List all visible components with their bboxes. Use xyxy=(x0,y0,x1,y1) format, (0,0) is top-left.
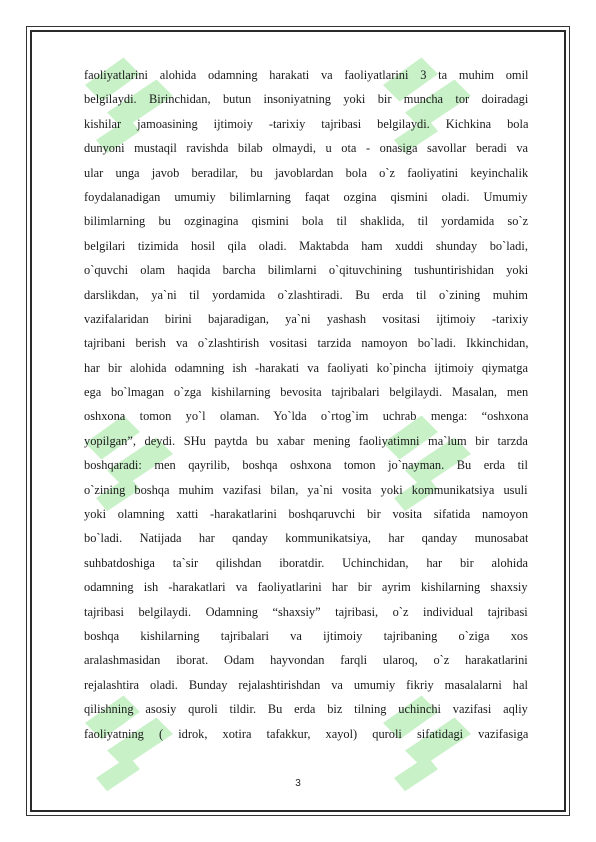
text-line: tajribani berish va o`zlashtirish vositasi tarzida namoyon bo`ladi. Ikkinchidan, xyxy=(84,336,528,351)
page-number: 3 xyxy=(295,778,301,789)
text-line: faoliyatning ( idrok, xotira tafakkur, xayol) quroli sifatidagi vazifasiga xyxy=(84,726,528,741)
text-line: yoki olamning xatti -harakatlarini boshqaruvchi bir vosita sifatida namoyon xyxy=(84,507,528,522)
body-text xyxy=(84,63,528,746)
text-line: oshxona tomon yo`l olaman. Yo`lda o`rtog`im uchrab menga: “oshxona xyxy=(84,409,528,424)
text-line: darslikdan, ya`ni til yordamida o`zlashtiradi. Bu erda til o`zining muhim xyxy=(84,287,528,302)
text-line: aralashmasidan iborat. Odam hayvondan farqli ularoq, o`z harakatlarini xyxy=(84,653,528,668)
text-line: faoliyatlarini alohida odamning harakati va faoliyatlarini 3 ta muhim omil xyxy=(84,68,528,82)
text-line: ular unga javob beradilar, bu javoblardan bola o`z faoliyatini keyinchalik xyxy=(84,165,528,180)
text-line: belgilaydi. Birinchidan, butun insoniyatning yoki bir muncha tor doiradagi xyxy=(84,92,528,107)
text-line: o`quvchi olam haqida barcha bilimlarni o`qituvchining tushuntirishidan yoki xyxy=(84,263,528,278)
text-line: yopilgan”, deydi. SHu paytda bu xabar mening faoliyatimni ma`lum bir tarzda xyxy=(84,433,528,448)
text-line: bo`ladi. Natijada har qanday kommunikatsiya, har qanday munosabat xyxy=(84,531,528,546)
text-line: boshqa kishilarning tajribalari va ijtimoiy tajribaning o`ziga xos xyxy=(84,628,528,643)
text-line: qilishning asosiy quroli tildir. Bu erda biz tilning uchinchi vazifasi aqliy xyxy=(84,702,528,717)
text-line: har bir alohida odamning ish -harakati va faoliyati ko`pincha ijtimoiy qiymatga xyxy=(84,360,528,375)
text-line: bilimlarning bu ozginagina qismini bola til shaklida, til yordamida so`z xyxy=(84,214,528,229)
text-line: rejalashtira oladi. Bunday rejalashtirishdan va umumiy fikriy masalalarni hal xyxy=(84,677,528,692)
text-line: boshqaradi: men qayrilib, boshqa oshxona tomon jo`nayman. Bu erda til xyxy=(84,458,528,473)
text-line: o`zining boshqa muhim vazifasi bilan, ya`ni vosita yoki kommunikatsiya usuli xyxy=(84,482,528,497)
text-line: kishilar jamoasining ijtimoiy -tarixiy tajribasi belgilaydi. Kichkina bola xyxy=(84,116,528,131)
text-line: vazifalaridan birini bajaradigan, ya`ni yashash vositasi ijtimoiy -tarixiy xyxy=(84,311,528,326)
text-line: ega bo`lmagan o`zga kishilarning bevosita tajribalari belgilaydi. Masalan, men xyxy=(84,385,528,400)
text-line: odamning ish -harakatlari va faoliyatlarini har bir ayrim kishilarning shaxsiy xyxy=(84,580,528,595)
text-line: tajribasi belgilaydi. Odamning “shaxsiy” tajribasi, o`z individual tajribasi xyxy=(84,604,528,619)
text-line: suhbatdoshiga ta`sir qilishdan iboratdir. Uchinchidan, har bir alohida xyxy=(84,555,528,570)
text-line: belgilari tizimida hosil qila oladi. Maktabda ham xuddi shunday bo`ladi, xyxy=(84,238,528,253)
text-line: dunyoni mustaqil ravishda bilab olmaydi, u ota - onasiga savollar beradi va xyxy=(84,141,528,156)
text-line: foydalanadigan umumiy bilimlarning faqat ozgina qismini oladi. Umumiy xyxy=(84,189,528,204)
